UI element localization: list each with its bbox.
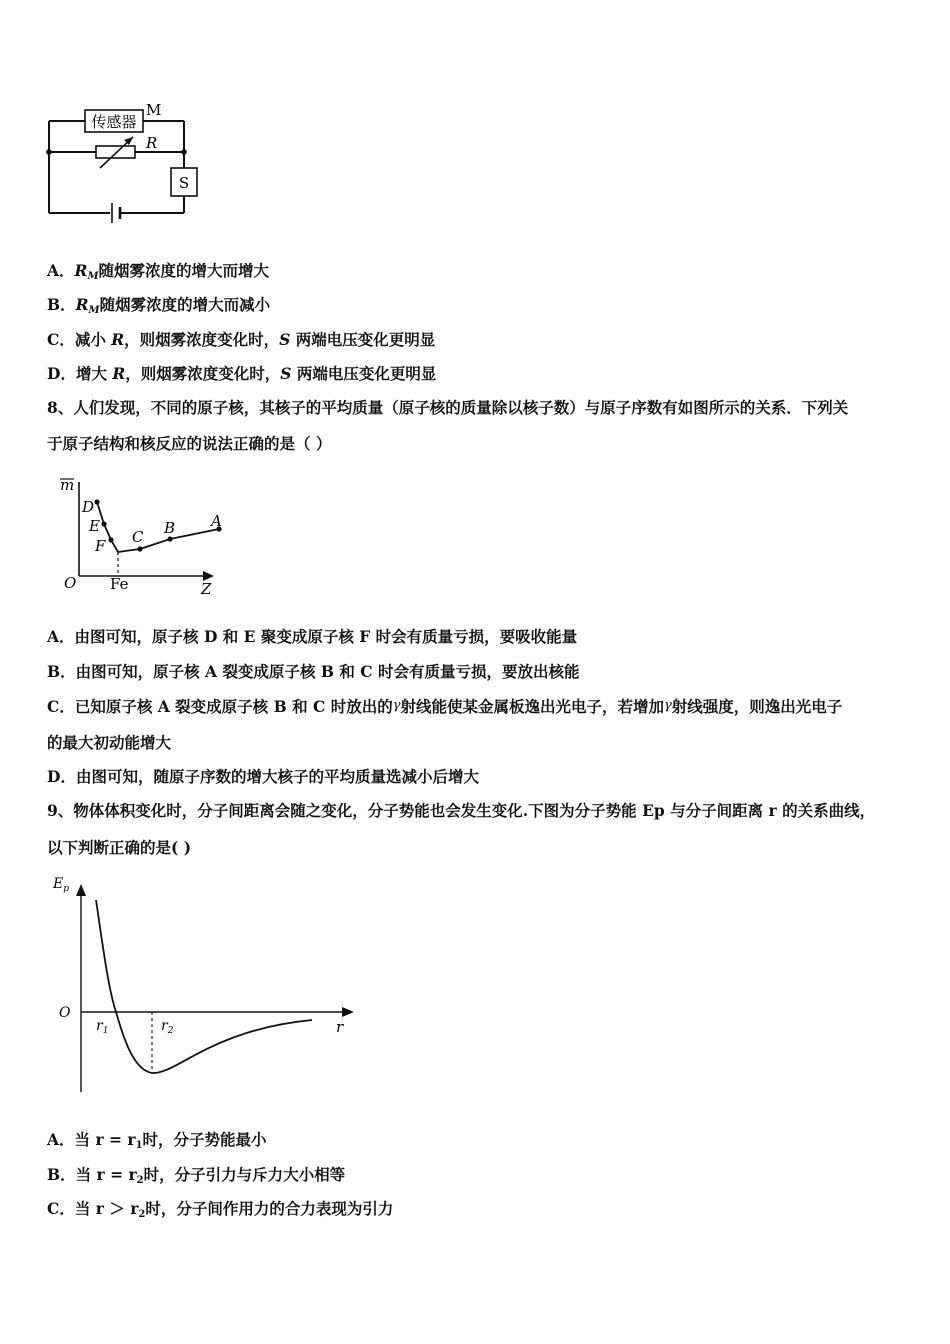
alarm-label: S: [178, 174, 190, 192]
q8-option-c: C．已知原子核 A 裂变成原子核 B 和 C 时放出的γ射线能使某金属板逸出光电子，若增加γ射线强度，则逸出光电子: [47, 697, 843, 716]
x-axis-arrow-icon: [342, 1007, 354, 1017]
point-f-label: F: [95, 537, 106, 555]
origin-label: O: [59, 1005, 71, 1021]
curve-point-b: [167, 536, 172, 541]
potential-energy-curve: [96, 900, 312, 1073]
q9-option-c: C．当 $r > r_2$时，分子间作用力的合力表现为引力: [47, 1199, 394, 1220]
fe-label: Fe: [110, 575, 129, 593]
sensor-label: 传感器: [91, 113, 137, 131]
r1-label: $r_1$: [96, 1018, 109, 1036]
q8-option-b: B．由图可知，原子核 A 裂变成原子核 B 和 C 时会有质量亏损，要放出核能: [47, 662, 580, 681]
q8-option-c-line2: 的最大初动能增大: [47, 733, 172, 752]
curve-point-c: [137, 546, 142, 551]
q9-option-b: B．当 $r = r_2$时，分子引力与斥力大小相等: [47, 1165, 346, 1186]
average-mass-curve: [97, 502, 219, 552]
curve-point-d: [94, 499, 99, 504]
point-m-label: M: [146, 101, 162, 119]
q7-option-d: D．增大 R，则烟雾浓度变化时，S 两端电压变化更明显: [47, 364, 437, 383]
origin-label: O: [64, 574, 77, 592]
q7-option-a: A．$R_M$随烟雾浓度的增大而增大: [47, 261, 270, 282]
q8-average-mass-graph: [0, 470, 950, 610]
q7-option-b: B．$R_M$随烟雾浓度的增大而减小: [47, 295, 271, 316]
junction-dot: [46, 149, 52, 155]
point-d-label: D: [82, 498, 95, 516]
q8-stem-line2: 于原子结构和核反应的说法正确的是（ ）: [47, 434, 332, 453]
q7-option-c: C．减小 R，则烟雾浓度变化时，S 两端电压变化更明显: [47, 330, 436, 349]
q8-stem-line1: 8、人们发现，不同的原子核，其核子的平均质量（原子核的质量除以核子数）与原子序数有如图所示的关系．下列关: [47, 398, 849, 417]
y-axis-label: m: [60, 476, 75, 494]
point-e-label: E: [89, 517, 100, 535]
y-axis-arrow-icon: [76, 884, 86, 896]
y-axis-label: $E_p$: [53, 876, 69, 894]
q9-stem-line2: 以下判断正确的是( ): [47, 838, 192, 857]
variable-resistor-box: [96, 146, 135, 158]
q8-option-d: D．由图可知，随原子序数的增大核子的平均质量选减小后增大: [47, 767, 479, 786]
curve-point-f: [108, 537, 113, 542]
q9-option-a: A．当 $r = r_1$时，分子势能最小: [47, 1130, 267, 1151]
gamma-symbol: γ: [664, 698, 672, 713]
curve-point-e: [101, 521, 106, 526]
point-a-label: A: [211, 512, 222, 530]
point-b-label: B: [164, 519, 176, 537]
junction-dot: [181, 149, 187, 155]
x-axis-label: r: [336, 1018, 344, 1036]
point-c-label: C: [132, 528, 144, 546]
x-axis-label: Z: [201, 580, 212, 598]
q9-stem-line1: 9、物体体积变化时，分子间距离会随之变化，分子势能也会发生变化.下图为分子势能 Ep 与分子间距离 r 的关系曲线，: [47, 801, 876, 820]
resistor-label: R: [146, 134, 158, 152]
r2-label: $r_2$: [161, 1018, 174, 1036]
gamma-symbol: γ: [392, 698, 401, 713]
q9-potential-energy-graph: [0, 870, 950, 1110]
q8-option-a: A．由图可知，原子核 D 和 E 聚变成原子核 F 时会有质量亏损，要吸收能量: [47, 627, 578, 646]
smoke-sensor-circuit-diagram: [0, 0, 950, 240]
